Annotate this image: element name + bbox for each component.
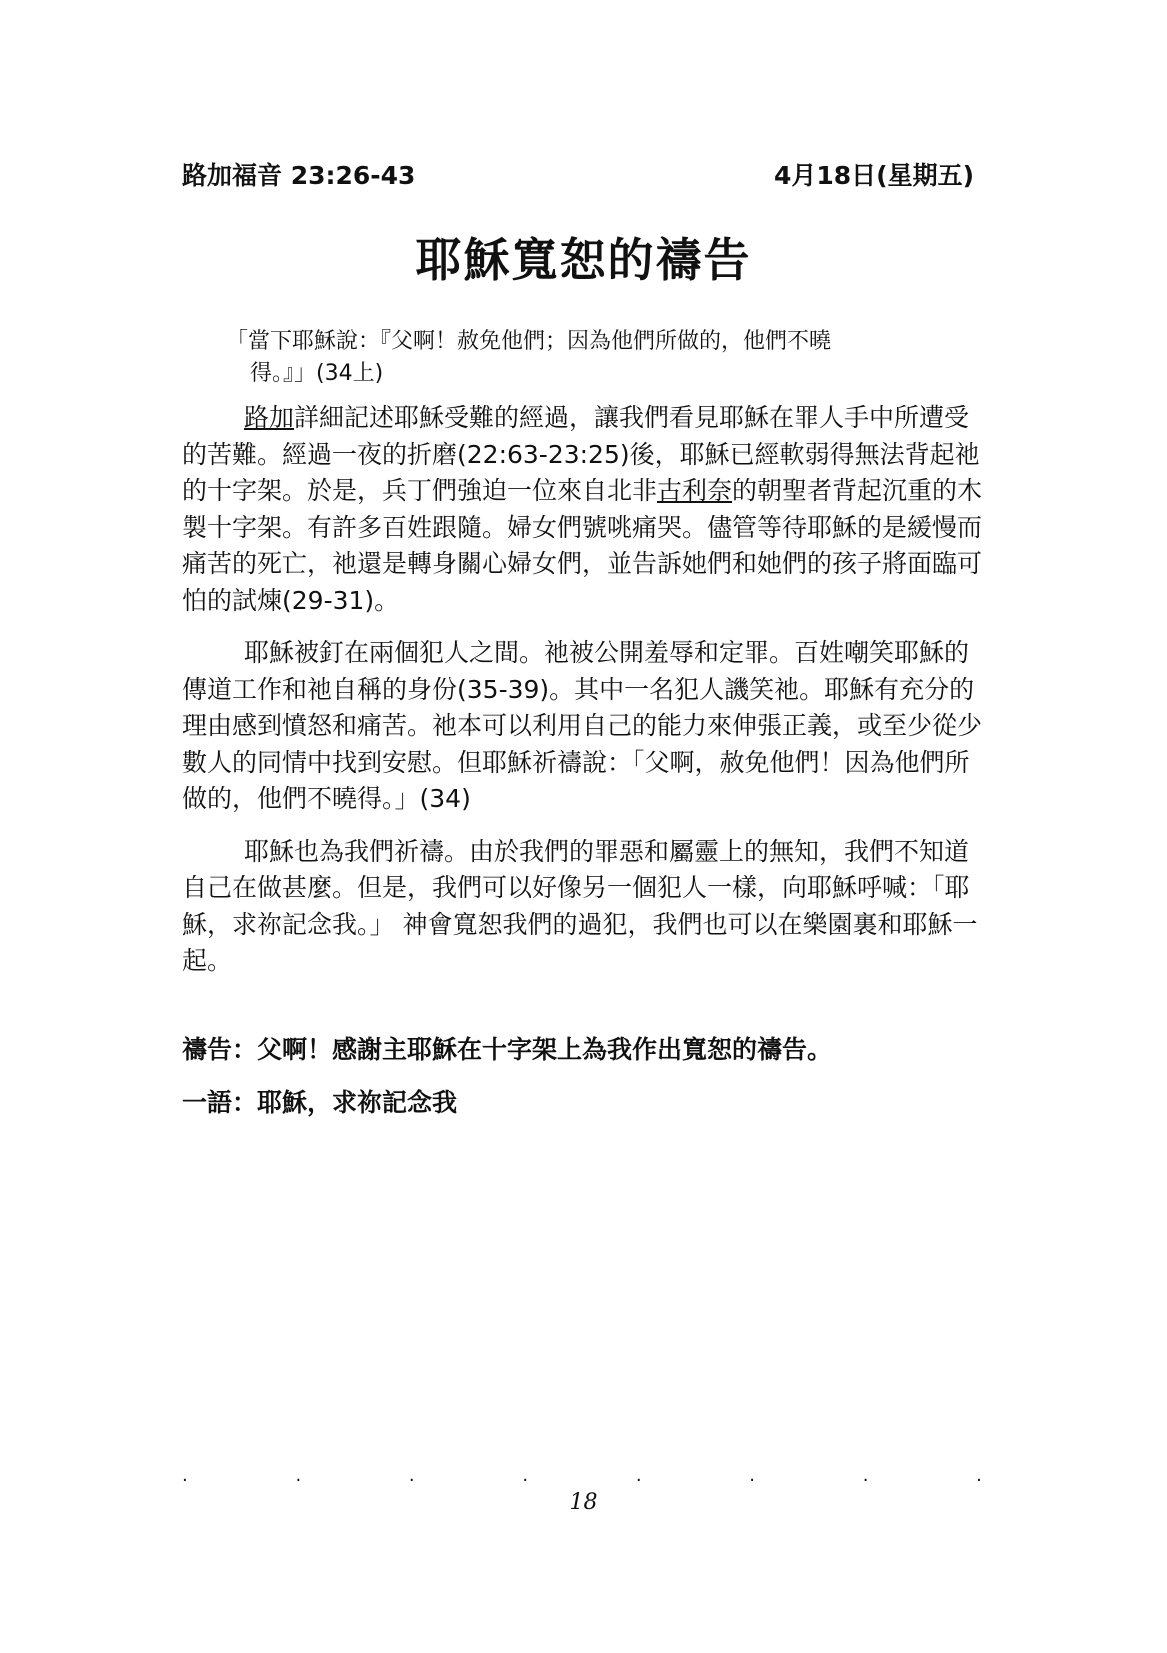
paragraph-2: 耶穌被釘在兩個犯人之間。祂被公開羞辱和定罪。百姓嘲笑耶穌的傳道工作和祂自稱的身份(35-39)。其中一名犯人譏笑祂。耶穌有充分的理由感到憤怒和痛苦。祂本可以利用自己的能力來伸張正義，或至少從少數人的同情中找到安慰。但耶穌祈禱說：「父啊，赦免他們！因為他們所做的，他們不曉得。」(34) <box>182 638 983 813</box>
place-cyrene: 古利奈 <box>657 476 733 505</box>
footer-dots <box>182 1465 982 1486</box>
footer-dot: . <box>295 1465 302 1486</box>
devotional-body <box>182 400 987 996</box>
footer-dot: . <box>635 1465 642 1486</box>
scripture-reference: 路加福音 23:26-43 <box>182 161 416 190</box>
paragraph-3: 耶穌也為我們祈禱。由於我們的罪惡和屬靈上的無知，我們不知道自己在做甚麼。但是，我們可以好像另一個犯人一樣，向耶穌呼喊：「耶穌，求祢記念我。」 神會寬恕我們的過犯，我們也可以在樂園裏和耶穌一起。 <box>182 836 978 975</box>
one-word-line: 一語：耶穌，求祢記念我 <box>182 1088 458 1117</box>
footer-dot: . <box>749 1465 755 1486</box>
footer-dot: . <box>862 1465 869 1486</box>
paragraph-1 <box>182 400 987 619</box>
key-verse-line-1: 「當下耶穌說：『父啊！赦免他們；因為他們所做的，他們不曉 <box>226 329 832 354</box>
paragraph-1-text-b: 的朝聖者背起沉重的木製十字架。有許多百姓跟隨。婦女們號咷痛哭。儘管等待耶穌的是緩慢而痛苦的死亡，祂還是轉身關心婦女們，並告訴她們和她們的孩子將面臨可怕的試煉(29-31)。 <box>182 476 983 615</box>
paragraph-1-text-a: 詳細記述耶穌受難的經過，讓我們看見耶穌在罪人手中所遭受的苦難。經過一夜的折磨(22:63-23:25)後，耶穌已經軟弱得無法背起祂的十字架。於是，兵丁們強迫一位來自北非 <box>182 403 980 505</box>
footer-dot: . <box>522 1465 529 1486</box>
page-title: 耶穌寬恕的禱告 <box>415 233 752 287</box>
name-luke: 路加 <box>244 403 295 432</box>
prayer-line: 禱告：父啊！感謝主耶穌在十字架上為我作出寬恕的禱告。 <box>182 1035 833 1064</box>
key-verse <box>226 326 946 390</box>
page-number: 18 <box>569 1490 598 1515</box>
date-label: 4月18日(星期五) <box>773 161 974 190</box>
key-verse-line-2: 得。』」(34上) <box>250 361 384 386</box>
footer-dot: . <box>182 1465 188 1486</box>
footer-dot: . <box>976 1465 982 1486</box>
footer-dot: . <box>408 1465 415 1486</box>
